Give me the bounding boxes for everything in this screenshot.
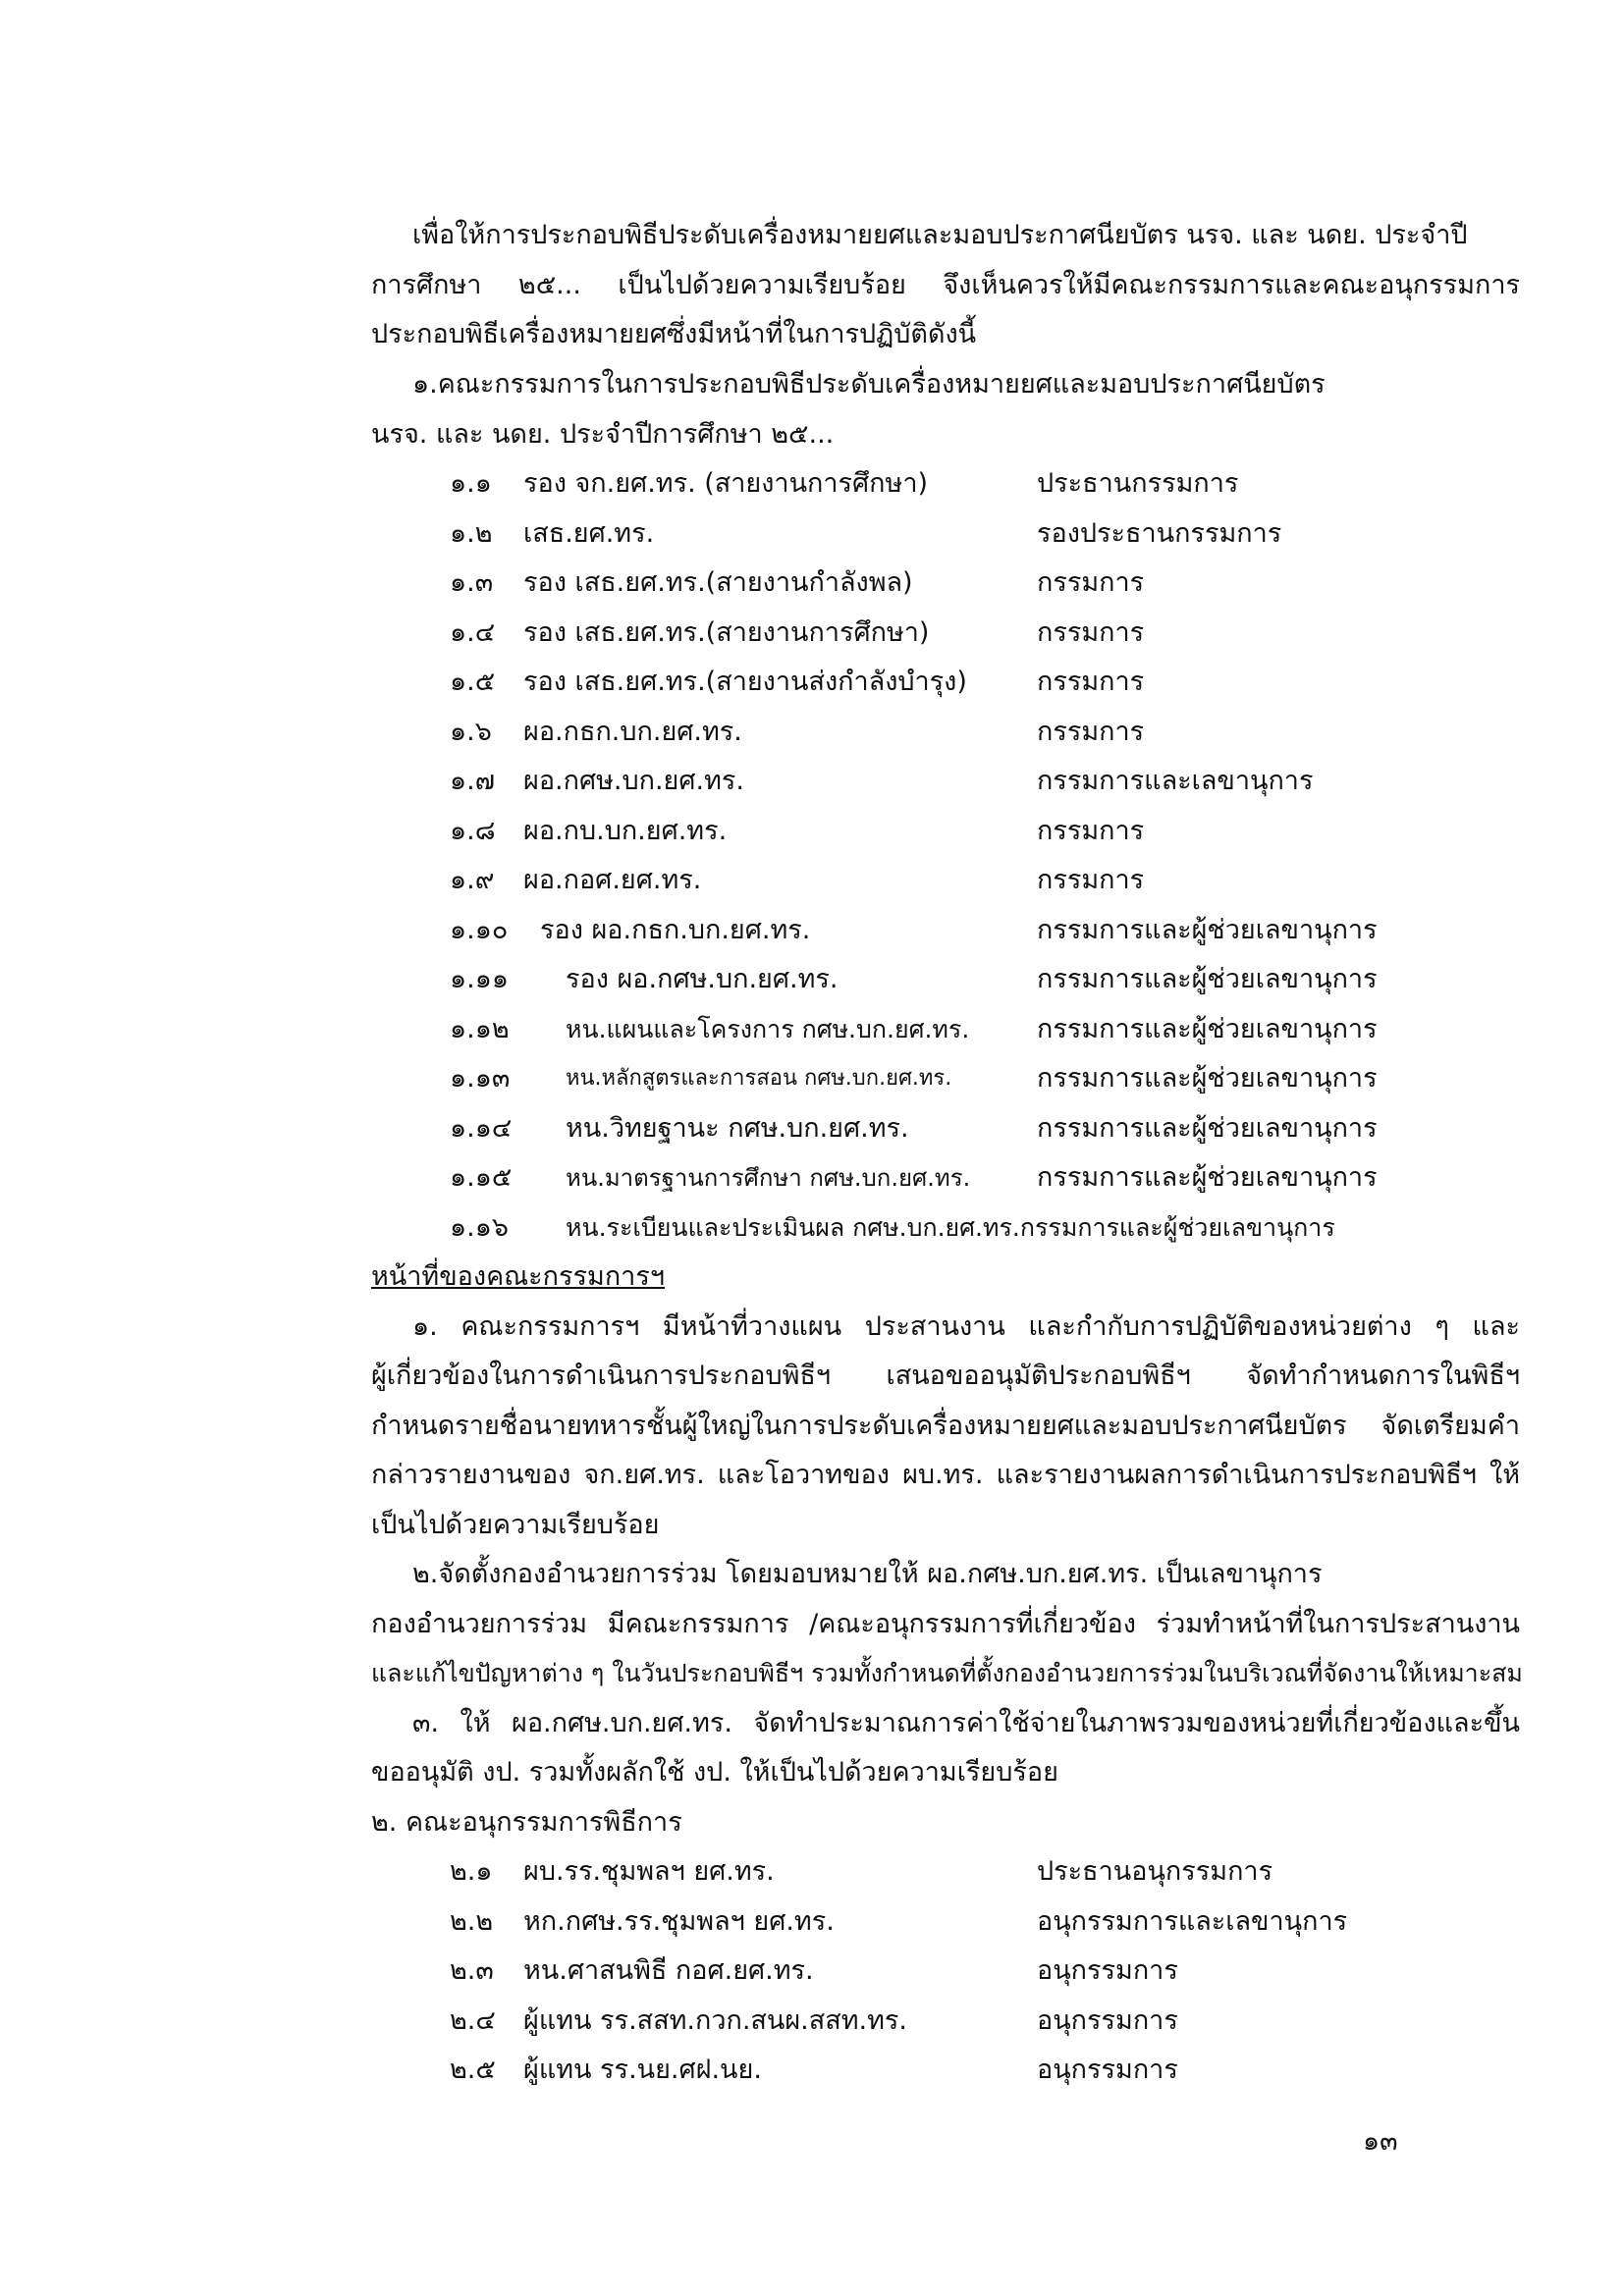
- intro-line-1: เพื่อให้การประกอบพิธีประดับเครื่องหมายยศและมอบประกาศนียบัตร นรจ. และ นดย. ประจำปี: [412, 220, 1468, 250]
- member-number: ๑.๑๖: [450, 1212, 509, 1243]
- section2-title: ๒. คณะอนุกรรมการพิธีการ: [371, 1807, 682, 1838]
- member-number: ๑.๑๔: [450, 1113, 513, 1144]
- duty-1-line-2: ผู้เกี่ยวข้องในการดำเนินการประกอบพิธีฯ เสนอขออนุมัติประกอบพิธีฯ จัดทำกำหนดการในพิธีฯ: [371, 1361, 1520, 1391]
- duty-2-line-1: ๒.จัดตั้งกองอำนวยการร่วม โดยมอบหมายให้ ผอ.กศษ.บก.ยศ.ทร. เป็นเลขานุการ: [412, 1559, 1323, 1589]
- member-position: หก.กศษ.รร.ชุมพลฯ ยศ.ทร.: [523, 1906, 835, 1937]
- member-role: กรรมการ: [1037, 567, 1145, 598]
- member-number: ๒.๔: [450, 2005, 496, 2036]
- member-role: กรรมการและผู้ช่วยเลขานุการ: [1037, 964, 1378, 994]
- member-role: กรรมการและผู้ช่วยเลขานุการ: [1037, 915, 1378, 945]
- member-role: อนุกรรมการ: [1037, 2055, 1178, 2085]
- member-position: เสธ.ยศ.ทร.: [523, 518, 655, 549]
- member-position: รอง ผอ.กธก.บก.ยศ.ทร.: [540, 915, 811, 945]
- member-position: หน.แผนและโครงการ กศษ.บก.ยศ.ทร.: [566, 1015, 970, 1043]
- member-number: ๑.๙: [450, 865, 495, 895]
- member-number: ๑.๑๓: [450, 1063, 511, 1094]
- member-role: กรรมการและเลขานุการ: [1037, 766, 1314, 796]
- member-position: หน.มาตรฐานการศึกษา กศษ.บก.ยศ.ทร.: [566, 1164, 971, 1192]
- duty-3-line-2: ขออนุมัติ งป. รวมทั้งผลักใช้ งป. ให้เป็นไปด้วยความเรียบร้อย: [371, 1757, 1058, 1788]
- member-role: กรรมการและผู้ช่วยเลขานุการ: [1037, 1014, 1378, 1044]
- member-position: รอง เสธ.ยศ.ทร.(สายงานส่งกำลังบำรุง): [523, 667, 967, 697]
- member-position: รอง ผอ.กศษ.บก.ยศ.ทร.: [566, 964, 839, 994]
- member-position: ผู้แทน รร.สสท.กวก.สนผ.สสท.ทร.: [523, 2005, 907, 2036]
- member-number: ๑.๑๐: [450, 915, 509, 945]
- member-role: กรรมการ: [1037, 717, 1145, 747]
- duty-2-line-3: และแก้ไขปัญหาต่าง ๆ ในวันประกอบพิธีฯ รวมทั้งกำหนดที่ตั้งกองอำนวยการร่วมในบริเวณที่จัดงานให้เหมาะสม: [371, 1659, 1523, 1687]
- member-number: ๑.๒: [450, 518, 493, 549]
- member-number: ๑.๖: [450, 717, 492, 747]
- member-role: กรรมการ: [1037, 865, 1145, 895]
- member-role: กรรมการ: [1037, 816, 1145, 846]
- page-number: ๑๓: [1363, 2126, 1398, 2157]
- member-position: หน.ศาสนพิธี กอศ.ยศ.ทร.: [523, 1955, 814, 1986]
- section1-title-line-1: ๑.คณะกรรมการในการประกอบพิธีประดับเครื่องหมายยศและมอบประกาศนียบัตร: [412, 369, 1326, 400]
- duty-1-line-5: เป็นไปด้วยความเรียบร้อย: [371, 1510, 660, 1540]
- member-number: ๒.๒: [450, 1906, 494, 1937]
- member-position: รอง เสธ.ยศ.ทร.(สายงานกำลังพล): [523, 567, 913, 598]
- member-role: กรรมการและผู้ช่วยเลขานุการ: [1037, 1162, 1378, 1193]
- member-role: กรรมการ: [1037, 617, 1145, 648]
- member-role: ประธานกรรมการ: [1037, 468, 1239, 499]
- member-position: ผอ.กศษ.บก.ยศ.ทร.: [523, 766, 744, 796]
- member-role: อนุกรรมการ: [1037, 1955, 1178, 1986]
- member-number: ๑.๘: [450, 816, 496, 846]
- duty-1-line-3: กำหนดรายชื่อนายทหารชั้นผู้ใหญ่ในการประดับเครื่องหมายยศและมอบประกาศนียบัตร จัดเตรียมคำ: [371, 1411, 1520, 1441]
- member-role: อนุกรรมการ: [1037, 2005, 1178, 2036]
- member-position: หน.ระเบียนและประเมินผล กศษ.บก.ยศ.ทร.กรรมการและผู้ช่วยเลขานุการ: [566, 1213, 1335, 1242]
- member-number: ๑.๔: [450, 617, 496, 648]
- duty-2-line-2: กองอำนวยการร่วม มีคณะกรรมการ /คณะอนุกรรมการที่เกี่ยวข้อง ร่วมทำหน้าที่ในการประสานงาน: [371, 1609, 1520, 1639]
- member-position: ผอ.กธก.บก.ยศ.ทร.: [523, 717, 742, 747]
- member-position: รอง เสธ.ยศ.ทร.(สายงานการศึกษา): [523, 617, 930, 648]
- duty-1-line-4: กล่าวรายงานของ จก.ยศ.ทร. และโอวาทของ ผบ.ทร. และรายงานผลการดำเนินการประกอบพิธีฯ ให้: [371, 1460, 1520, 1490]
- member-role: ประธานอนุกรรมการ: [1037, 1856, 1273, 1887]
- member-number: ๑.๑๑: [450, 964, 509, 994]
- member-position: ผอ.กอศ.ยศ.ทร.: [523, 865, 702, 895]
- member-number: ๑.๑๒: [450, 1014, 510, 1044]
- member-position: รอง จก.ยศ.ทร. (สายงานการศึกษา): [523, 468, 929, 499]
- member-position: หน.วิทยฐานะ กศษ.บก.ยศ.ทร.: [566, 1113, 909, 1144]
- member-number: ๒.๓: [450, 1955, 494, 1986]
- member-position: หน.หลักสูตรและการสอน กศษ.บก.ยศ.ทร.: [566, 1066, 952, 1091]
- intro-line-3: ประกอบพิธีเครื่องหมายยศซึ่งมีหน้าที่ในการปฏิบัติดังนี้: [371, 319, 977, 349]
- member-number: ๑.๑: [450, 468, 492, 499]
- member-number: ๑.๕: [450, 667, 496, 697]
- member-number: ๒.๑: [450, 1856, 493, 1887]
- member-position: ผอ.กบ.บก.ยศ.ทร.: [523, 816, 728, 846]
- duty-3-line-1: ๓. ให้ ผอ.กศษ.บก.ยศ.ทร. จัดทำประมาณการค่าใช้จ่ายในภาพรวมของหน่วยที่เกี่ยวข้องและขึ้น: [412, 1708, 1520, 1738]
- member-role: กรรมการและผู้ช่วยเลขานุการ: [1037, 1113, 1378, 1144]
- member-number: ๑.๗: [450, 766, 496, 796]
- member-number: ๒.๕: [450, 2055, 496, 2085]
- section1-title-line-2: นรจ. และ นดย. ประจำปีการศึกษา ๒๕...: [371, 419, 835, 450]
- member-role: อนุกรรมการและเลขานุการ: [1037, 1906, 1348, 1937]
- member-number: ๑.๑๕: [450, 1162, 513, 1193]
- member-position: ผู้แทน รร.นย.ศฝ.นย.: [523, 2055, 762, 2085]
- member-role: รองประธานกรรมการ: [1037, 518, 1282, 549]
- intro-line-2: การศึกษา ๒๕... เป็นไปด้วยความเรียบร้อย จึงเห็นควรให้มีคณะกรรมการและคณะอนุกรรมการ: [371, 270, 1520, 300]
- member-position: ผบ.รร.ชุมพลฯ ยศ.ทร.: [523, 1856, 775, 1887]
- member-role: กรรมการ: [1037, 667, 1145, 697]
- member-role: กรรมการและผู้ช่วยเลขานุการ: [1037, 1063, 1378, 1094]
- duty-1-line-1: ๑. คณะกรรมการฯ มีหน้าที่วางแผน ประสานงาน และกำกับการปฏิบัติของหน่วยต่าง ๆ และ: [412, 1311, 1520, 1342]
- member-number: ๑.๓: [450, 567, 494, 598]
- duties-heading: หน้าที่ของคณะกรรมการฯ: [371, 1261, 666, 1292]
